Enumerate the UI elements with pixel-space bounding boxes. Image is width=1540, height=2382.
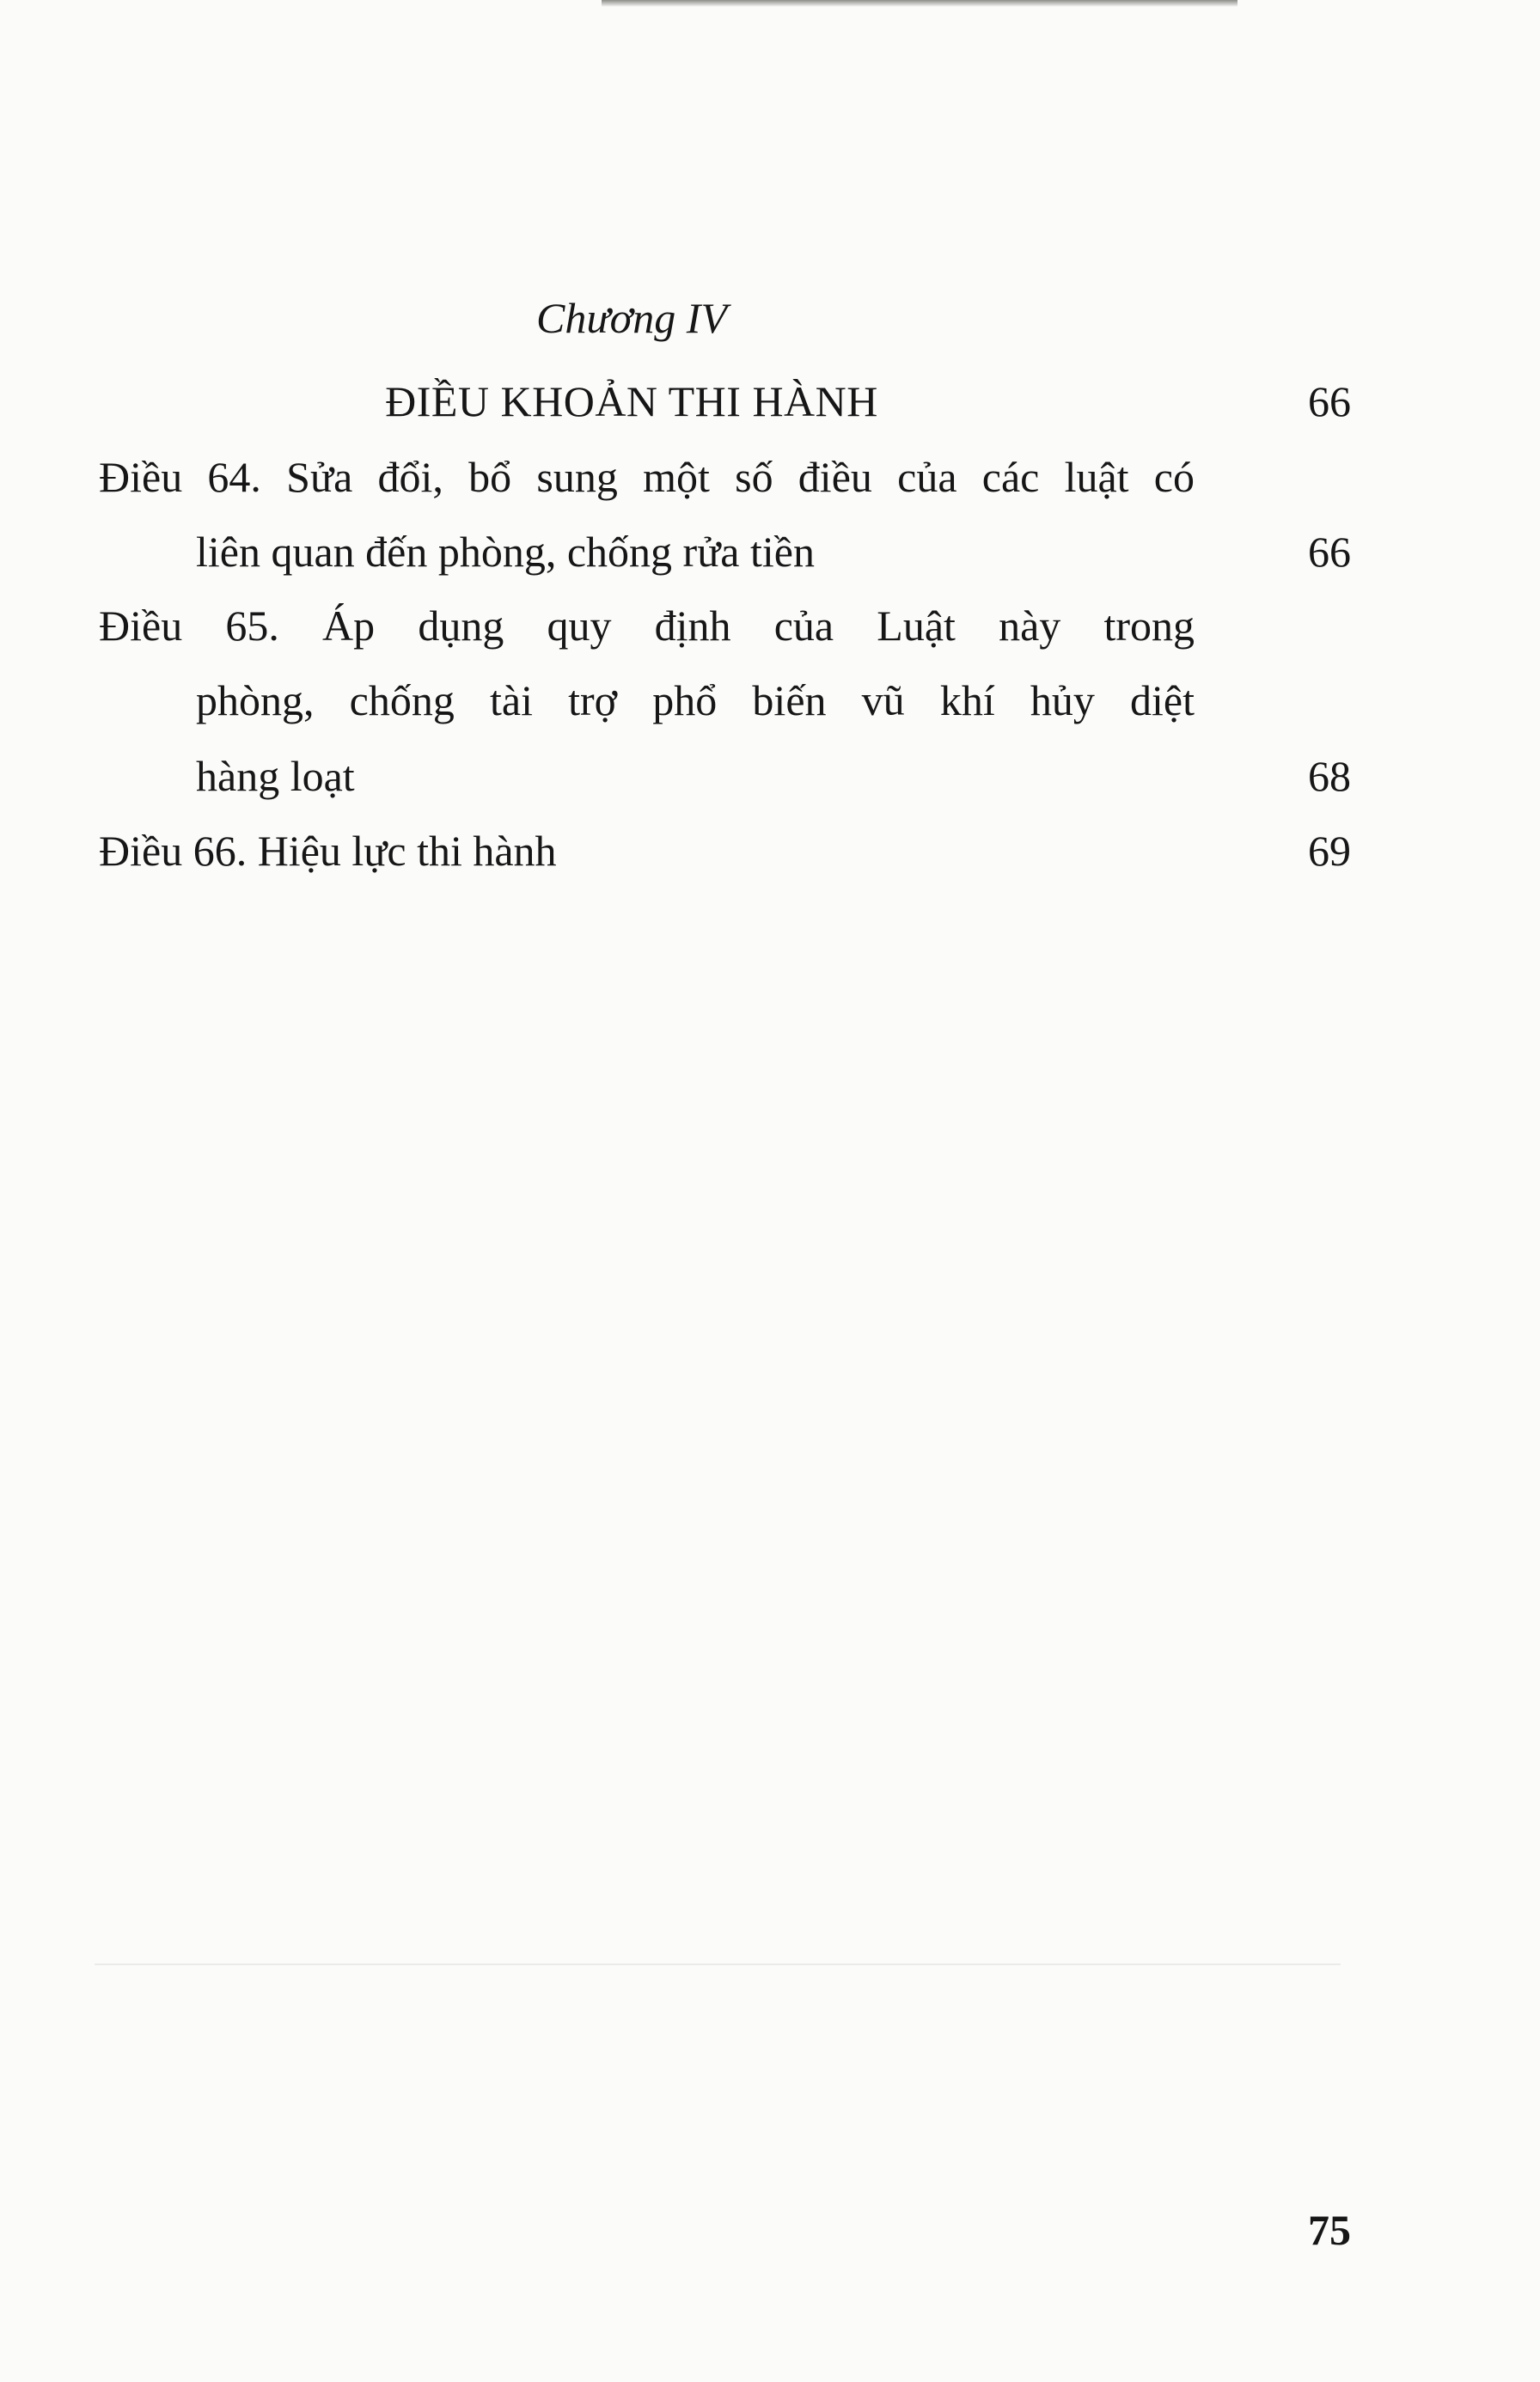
toc-entry-65-page-number: 68 — [1308, 752, 1351, 800]
chapter-label: Chương IV — [536, 294, 727, 342]
page-top-edge-shadow — [602, 0, 1238, 7]
chapter-title: ĐIỀU KHOẢN THI HÀNH — [385, 377, 878, 425]
toc-entry-65-line-1: Điều 65. Áp dụng quy định của Luật này trong — [99, 602, 1195, 650]
toc-entry-64-page-number: 66 — [1308, 528, 1351, 576]
show-through-rule — [95, 1964, 1341, 1965]
page-folio-number: 75 — [1308, 2206, 1351, 2254]
chapter-page-number: 66 — [1308, 377, 1351, 425]
toc-entry-65-line-3: hàng loạt — [196, 752, 355, 800]
toc-entry-64-line-2: liên quan đến phòng, chống rửa tiền — [196, 528, 815, 576]
toc-entry-66-line-1: Điều 66. Hiệu lực thi hành — [99, 827, 557, 875]
toc-entry-64-line-1: Điều 64. Sửa đổi, bổ sung một số điều của các luật có — [99, 453, 1195, 501]
toc-entry-65-line-2: phòng, chống tài trợ phổ biến vũ khí hủy diệt — [196, 676, 1195, 724]
toc-entry-66-page-number: 69 — [1308, 827, 1351, 875]
